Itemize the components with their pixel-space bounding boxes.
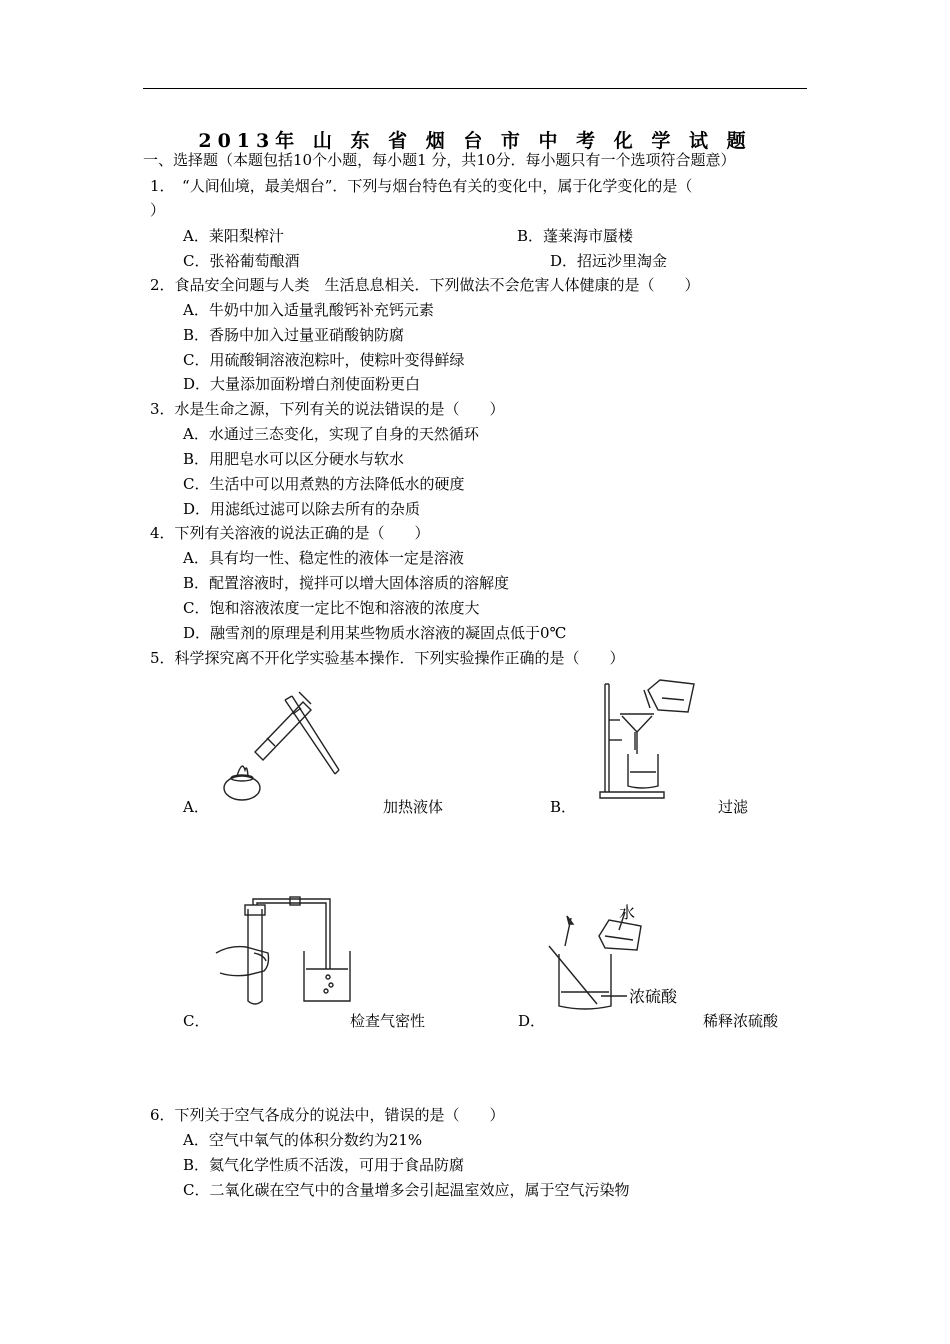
q1-option-d: D．招远沙里淘金 <box>550 252 668 270</box>
q5-option-c-letter: C． <box>183 1012 210 1030</box>
q5-option-d-caption: 稀释浓硫酸 <box>703 1012 779 1030</box>
q1-stem-cont: ） <box>150 201 166 219</box>
q5-stem: 5．科学探究离不开化学实验基本操作．下列实验操作正确的是（ ） <box>150 649 625 667</box>
q3-option-b: B．用肥皂水可以区分硬水与软水 <box>183 450 405 468</box>
label-water: 水 <box>619 903 636 922</box>
page-title: 2013年 山 东 省 烟 台 市 中 考 化 学 试 题 <box>198 130 752 152</box>
q5-option-b-caption: 过滤 <box>718 798 749 816</box>
q3-option-c: C．生活中可以用煮熟的方法降低水的硬度 <box>183 475 465 493</box>
q1-option-b: B．蓬莱海市蜃楼 <box>517 227 634 245</box>
q5-option-c-caption: 检查气密性 <box>350 1012 426 1030</box>
q2-stem: 2．食品安全问题与人类 生活息息相关．下列做法不会危害人体健康的是（ ） <box>150 276 700 294</box>
q4-option-c: C．饱和溶液浓度一定比不饱和溶液的浓度大 <box>183 599 480 617</box>
section-heading: 一、选择题（本题包括10个小题，每小题1 分，共10分．每小题只有一个选项符合题意） <box>143 151 736 169</box>
header-rule <box>143 88 807 89</box>
figure-airtightness-check <box>212 893 362 1011</box>
figure-dilute-sulfuric-acid <box>545 896 695 1020</box>
q3-stem: 3．水是生命之源，下列有关的说法错误的是（ ） <box>150 400 505 418</box>
q4-option-d: D．融雪剂的原理是利用某些物质水溶液的凝固点低于0℃ <box>183 624 567 642</box>
q2-option-d: D．大量添加面粉增白剂使面粉更白 <box>183 375 421 393</box>
q2-option-c: C．用硫酸铜溶液泡粽叶，使粽叶变得鲜绿 <box>183 351 465 369</box>
q1-stem: 1． “人间仙境，最美烟台”．下列与烟台特色有关的变化中，属于化学变化的是（ <box>150 177 693 195</box>
q5-option-a-letter: A． <box>183 798 209 816</box>
q3-option-d: D．用滤纸过滤可以除去所有的杂质 <box>183 500 421 518</box>
q5-option-b-letter: B． <box>550 798 577 816</box>
q2-option-a: A．牛奶中加入适量乳酸钙补充钙元素 <box>183 301 434 319</box>
q5-option-d-letter: D． <box>518 1012 546 1030</box>
q2-option-b: B．香肠中加入过量亚硝酸钠防腐 <box>183 326 405 344</box>
q6-option-a: A．空气中氧气的体积分数约为21% <box>183 1131 423 1149</box>
q1-option-c: C．张裕葡萄酿酒 <box>183 252 300 270</box>
figure-heating-liquid <box>215 690 345 808</box>
q1-option-a: A．莱阳梨榨汁 <box>183 227 284 245</box>
q4-stem: 4．下列有关溶液的说法正确的是（ ） <box>150 524 430 542</box>
q6-stem: 6．下列关于空气各成分的说法中，错误的是（ ） <box>150 1106 505 1124</box>
label-concentrated-sulfuric-acid: 浓硫酸 <box>629 987 678 1006</box>
figure-filtration <box>592 678 702 802</box>
q3-option-a: A．水通过三态变化，实现了自身的天然循环 <box>183 425 479 443</box>
q6-option-b: B．氦气化学性质不活泼，可用于食品防腐 <box>183 1156 465 1174</box>
q4-option-b: B．配置溶液时，搅拌可以增大固体溶质的溶解度 <box>183 574 510 592</box>
q5-option-a-caption: 加热液体 <box>383 798 444 816</box>
q4-option-a: A．具有均一性、稳定性的液体一定是溶液 <box>183 549 464 567</box>
q6-option-c: C．二氧化碳在空气中的含量增多会引起温室效应，属于空气污染物 <box>183 1181 630 1199</box>
